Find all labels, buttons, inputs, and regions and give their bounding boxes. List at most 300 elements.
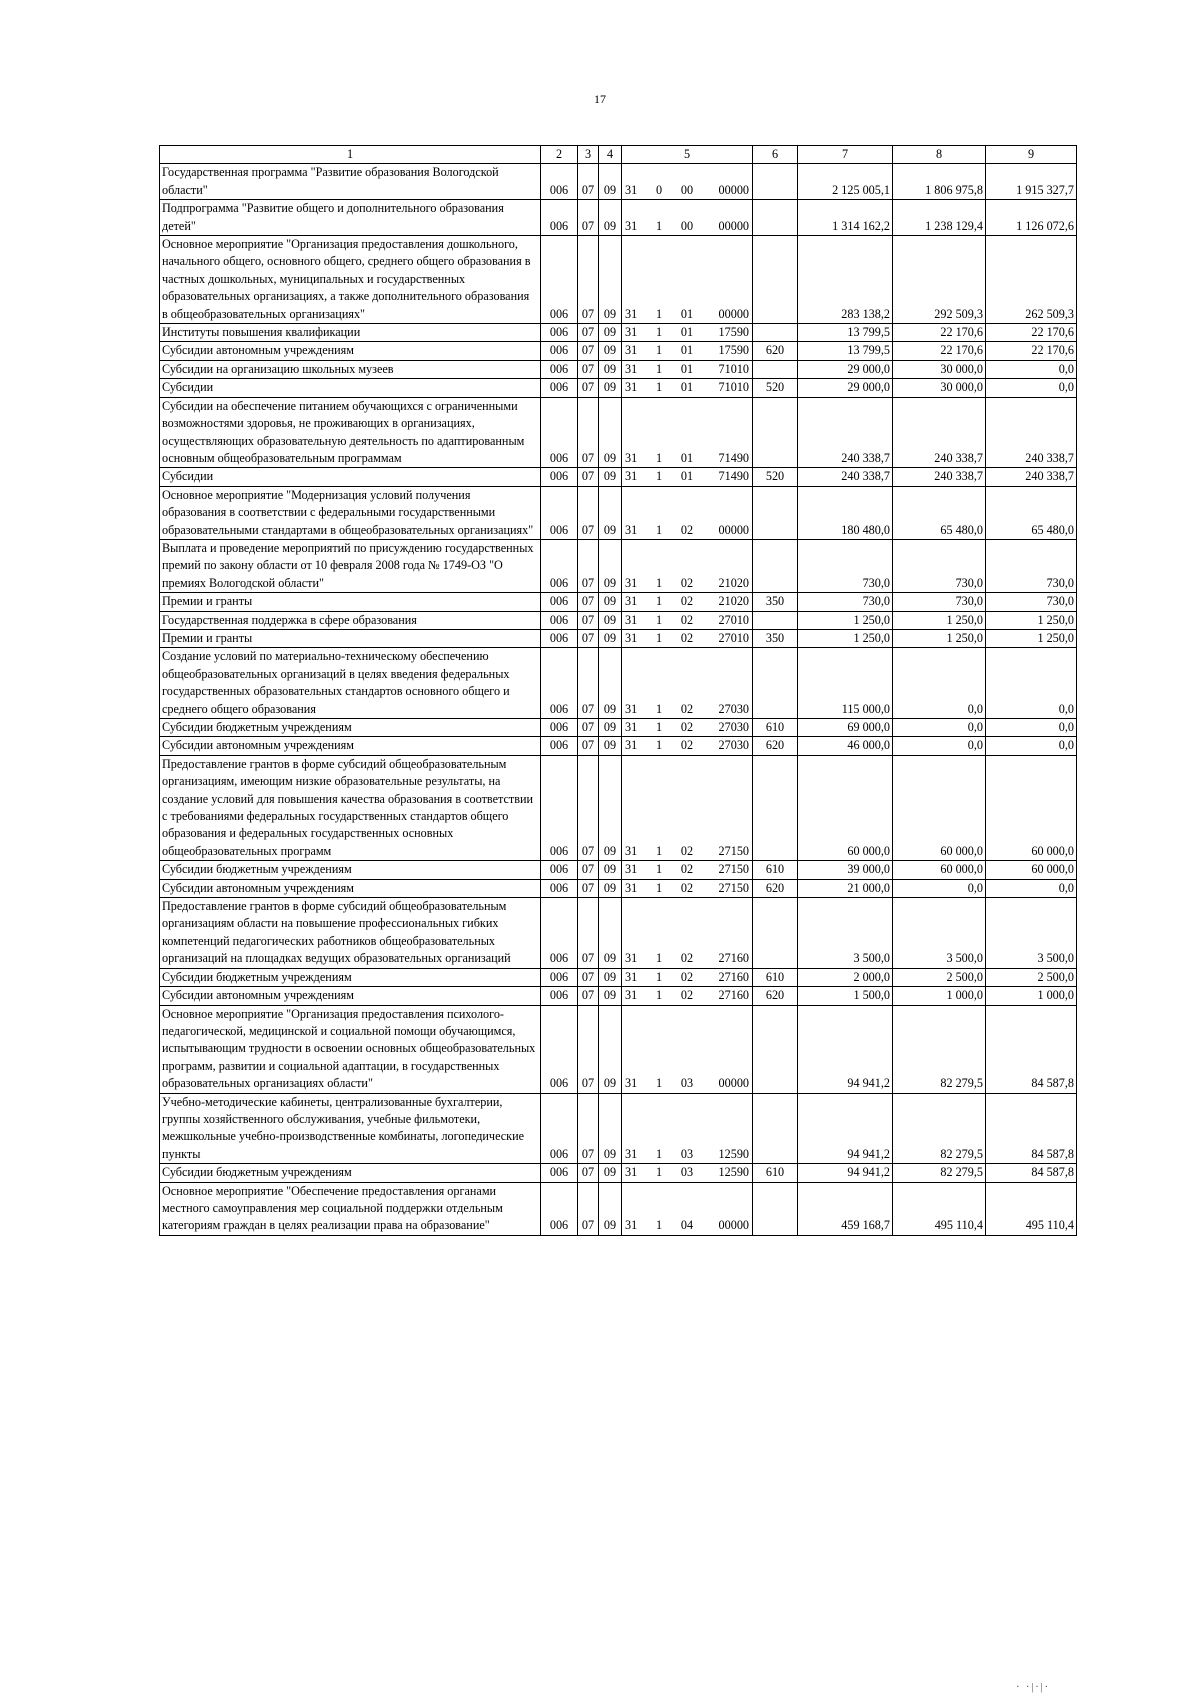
article-segment-2: 1	[655, 218, 663, 233]
article-segment-1: 31	[625, 182, 638, 197]
amount-col-7: 730,0	[798, 593, 893, 611]
article-segment-3: 03	[680, 1165, 694, 1180]
subsection-code: 09	[599, 1182, 622, 1235]
target-article-code	[622, 164, 753, 200]
amount-col-7: 29 000,0	[798, 379, 893, 397]
article-segment-1: 31	[625, 1165, 638, 1180]
row-name: Предоставление грантов в форме субсидий общеобразовательным организациям области на повышение профессиональных гибких компетенций педагогических работников общеобразовательных организаций на площадках ведущих образовательных организаций	[160, 898, 541, 969]
target-article-code	[622, 968, 753, 986]
article-segment-2: 1	[655, 612, 663, 627]
admin-code: 006	[541, 164, 578, 200]
target-article-code	[622, 1164, 753, 1182]
table-row	[160, 593, 1077, 611]
section-code: 07	[578, 1182, 599, 1235]
admin-code: 006	[541, 593, 578, 611]
admin-code: 006	[541, 1182, 578, 1235]
article-segment-3: 01	[680, 380, 694, 395]
article-segment-3: 01	[680, 361, 694, 376]
section-code: 07	[578, 164, 599, 200]
amount-col-7: 21 000,0	[798, 879, 893, 897]
amount-col-8: 730,0	[893, 539, 986, 592]
target-article-code	[622, 629, 753, 647]
expense-type-code	[753, 486, 798, 539]
admin-code: 006	[541, 968, 578, 986]
article-segment-1: 31	[625, 951, 638, 966]
subsection-code: 09	[599, 719, 622, 737]
admin-code: 006	[541, 755, 578, 860]
amount-col-9: 84 587,8	[986, 1164, 1077, 1182]
row-name: Основное мероприятие "Организация предоставления дошкольного, начального общего, основного общего, среднего общего образования в частных дошкольных, муниципальных и государственных образовательных организациях, а также дополнительного образования в общеобразовательных организациях"	[160, 236, 541, 324]
article-segment-3: 01	[680, 469, 694, 484]
article-segment-2: 1	[655, 1165, 663, 1180]
amount-col-9: 240 338,7	[986, 468, 1077, 486]
row-name: Премии и гранты	[160, 629, 541, 647]
amount-col-7: 283 138,2	[798, 236, 893, 324]
article-segment-1: 31	[625, 969, 638, 984]
row-name: Премии и гранты	[160, 593, 541, 611]
target-article-code	[622, 1005, 753, 1093]
header-col-4: 4	[599, 146, 622, 164]
article-segment-2: 1	[655, 306, 663, 321]
section-code: 07	[578, 342, 599, 360]
target-article-code	[622, 861, 753, 879]
amount-col-8: 0,0	[893, 879, 986, 897]
table-row	[160, 737, 1077, 755]
target-article-code	[622, 719, 753, 737]
header-col-3: 3	[578, 146, 599, 164]
admin-code: 006	[541, 539, 578, 592]
amount-col-9: 3 500,0	[986, 898, 1077, 969]
subsection-code: 09	[599, 1164, 622, 1182]
article-segment-2: 1	[655, 720, 663, 734]
header-col-9: 9	[986, 146, 1077, 164]
subsection-code: 09	[599, 755, 622, 860]
article-segment-1: 31	[625, 575, 638, 590]
article-segment-1: 31	[625, 343, 638, 358]
article-segment-4: 71010	[718, 380, 749, 395]
subsection-code: 09	[599, 486, 622, 539]
target-article-code	[622, 379, 753, 397]
table-row	[160, 968, 1077, 986]
subsection-code: 09	[599, 360, 622, 378]
article-segment-1: 31	[625, 306, 638, 321]
amount-col-9: 730,0	[986, 593, 1077, 611]
article-segment-3: 02	[680, 862, 694, 877]
article-segment-4: 27160	[718, 988, 749, 1003]
table-row	[160, 164, 1077, 200]
article-segment-3: 02	[680, 630, 694, 645]
admin-code: 006	[541, 1005, 578, 1093]
expense-type-code	[753, 755, 798, 860]
expense-type-code: 610	[753, 1164, 798, 1182]
article-segment-4: 21020	[718, 575, 749, 590]
table-row	[160, 719, 1077, 737]
amount-col-9: 22 170,6	[986, 324, 1077, 342]
expense-type-code	[753, 200, 798, 236]
amount-col-8: 0,0	[893, 719, 986, 737]
article-segment-1: 31	[625, 720, 638, 734]
article-segment-3: 02	[680, 575, 694, 590]
article-segment-1: 31	[625, 594, 638, 609]
article-segment-2: 1	[655, 630, 663, 645]
scan-mark: · ·|·|·	[1016, 1682, 1050, 1693]
article-segment-1: 31	[625, 361, 638, 376]
amount-col-8: 1 806 975,8	[893, 164, 986, 200]
target-article-code	[622, 200, 753, 236]
subsection-code: 09	[599, 1093, 622, 1164]
article-segment-3: 00	[680, 182, 694, 197]
section-code: 07	[578, 539, 599, 592]
article-segment-4: 71010	[718, 361, 749, 376]
article-segment-2: 1	[655, 951, 663, 966]
expense-type-code: 610	[753, 861, 798, 879]
section-code: 07	[578, 236, 599, 324]
amount-col-9: 240 338,7	[986, 397, 1077, 468]
article-segment-3: 02	[680, 880, 694, 895]
row-name: Субсидии	[160, 468, 541, 486]
article-segment-2: 1	[655, 1218, 663, 1233]
row-name: Субсидии бюджетным учреждениям	[160, 719, 541, 737]
expense-type-code: 620	[753, 987, 798, 1005]
admin-code: 006	[541, 1093, 578, 1164]
article-segment-2: 1	[655, 701, 663, 716]
amount-col-8: 82 279,5	[893, 1005, 986, 1093]
row-name: Субсидии на организацию школьных музеев	[160, 360, 541, 378]
table-row	[160, 200, 1077, 236]
subsection-code: 09	[599, 611, 622, 629]
amount-col-7: 29 000,0	[798, 360, 893, 378]
article-segment-3: 01	[680, 325, 694, 340]
target-article-code	[622, 1093, 753, 1164]
article-segment-4: 00000	[718, 182, 749, 197]
row-name: Субсидии	[160, 379, 541, 397]
target-article-code	[622, 755, 753, 860]
amount-col-9: 0,0	[986, 648, 1077, 719]
article-segment-4: 27150	[718, 880, 749, 895]
article-segment-3: 01	[680, 450, 694, 465]
subsection-code: 09	[599, 539, 622, 592]
article-segment-1: 31	[625, 630, 638, 645]
section-code: 07	[578, 593, 599, 611]
expense-type-code: 610	[753, 719, 798, 737]
amount-col-9: 60 000,0	[986, 861, 1077, 879]
section-code: 07	[578, 611, 599, 629]
amount-col-7: 13 799,5	[798, 342, 893, 360]
article-segment-4: 00000	[718, 522, 749, 537]
article-segment-1: 31	[625, 612, 638, 627]
article-segment-1: 31	[625, 1146, 638, 1161]
amount-col-7: 94 941,2	[798, 1005, 893, 1093]
article-segment-2: 1	[655, 594, 663, 609]
header-col-8: 8	[893, 146, 986, 164]
article-segment-4: 71490	[718, 450, 749, 465]
table-row	[160, 1093, 1077, 1164]
admin-code: 006	[541, 719, 578, 737]
amount-col-7: 1 500,0	[798, 987, 893, 1005]
amount-col-8: 240 338,7	[893, 397, 986, 468]
row-name: Учебно-методические кабинеты, централизованные бухгалтерии, группы хозяйственного обслуживания, учебные фильмотеки, межшкольные учебно-производственные комбинаты, логопедические пункты	[160, 1093, 541, 1164]
section-code: 07	[578, 648, 599, 719]
article-segment-1: 31	[625, 880, 638, 895]
article-segment-2: 1	[655, 988, 663, 1003]
admin-code: 006	[541, 611, 578, 629]
amount-col-9: 0,0	[986, 737, 1077, 755]
expense-type-code	[753, 1182, 798, 1235]
table-row	[160, 898, 1077, 969]
article-segment-3: 03	[680, 1146, 694, 1161]
article-segment-2: 1	[655, 522, 663, 537]
amount-col-8: 22 170,6	[893, 342, 986, 360]
amount-col-9: 495 110,4	[986, 1182, 1077, 1235]
article-segment-1: 31	[625, 701, 638, 716]
amount-col-9: 1 250,0	[986, 629, 1077, 647]
article-segment-2: 1	[655, 575, 663, 590]
amount-col-7: 3 500,0	[798, 898, 893, 969]
amount-col-9: 1 250,0	[986, 611, 1077, 629]
article-segment-1: 31	[625, 738, 638, 753]
subsection-code: 09	[599, 968, 622, 986]
row-name: Основное мероприятие "Организация предоставления психолого-педагогической, медицинской и социальной помощи обучающимся, испытывающим трудности в освоении основных общеобразовательных программ, развитии и социальной адаптации, в государственных образовательных организациях области"	[160, 1005, 541, 1093]
article-segment-2: 1	[655, 1076, 663, 1091]
subsection-code: 09	[599, 629, 622, 647]
article-segment-3: 03	[680, 1076, 694, 1091]
article-segment-1: 31	[625, 380, 638, 395]
amount-col-8: 30 000,0	[893, 379, 986, 397]
amount-col-8: 240 338,7	[893, 468, 986, 486]
amount-col-9: 84 587,8	[986, 1093, 1077, 1164]
header-col-1: 1	[160, 146, 541, 164]
subsection-code: 09	[599, 200, 622, 236]
subsection-code: 09	[599, 593, 622, 611]
admin-code: 006	[541, 236, 578, 324]
amount-col-8: 65 480,0	[893, 486, 986, 539]
article-segment-3: 02	[680, 720, 694, 734]
table-row	[160, 611, 1077, 629]
amount-col-9: 1 000,0	[986, 987, 1077, 1005]
subsection-code: 09	[599, 468, 622, 486]
amount-col-8: 1 000,0	[893, 987, 986, 1005]
table-row	[160, 360, 1077, 378]
admin-code: 006	[541, 737, 578, 755]
subsection-code: 09	[599, 898, 622, 969]
amount-col-7: 94 941,2	[798, 1093, 893, 1164]
amount-col-8: 0,0	[893, 737, 986, 755]
header-col-6: 6	[753, 146, 798, 164]
section-code: 07	[578, 379, 599, 397]
article-segment-2: 1	[655, 843, 663, 858]
article-segment-2: 0	[655, 182, 663, 197]
section-code: 07	[578, 737, 599, 755]
expense-type-code	[753, 611, 798, 629]
article-segment-2: 1	[655, 469, 663, 484]
amount-col-8: 292 509,3	[893, 236, 986, 324]
target-article-code	[622, 1182, 753, 1235]
amount-col-9: 0,0	[986, 719, 1077, 737]
admin-code: 006	[541, 324, 578, 342]
table-row	[160, 879, 1077, 897]
section-code: 07	[578, 468, 599, 486]
article-segment-4: 17590	[718, 325, 749, 340]
expense-type-code: 610	[753, 968, 798, 986]
article-segment-1: 31	[625, 988, 638, 1003]
expense-type-code: 350	[753, 593, 798, 611]
expense-type-code	[753, 360, 798, 378]
amount-col-8: 3 500,0	[893, 898, 986, 969]
amount-col-8: 22 170,6	[893, 324, 986, 342]
amount-col-8: 495 110,4	[893, 1182, 986, 1235]
expense-type-code	[753, 1093, 798, 1164]
subsection-code: 09	[599, 879, 622, 897]
article-segment-2: 1	[655, 1146, 663, 1161]
subsection-code: 09	[599, 1005, 622, 1093]
table-row	[160, 324, 1077, 342]
amount-col-8: 2 500,0	[893, 968, 986, 986]
row-name: Субсидии бюджетным учреждениям	[160, 1164, 541, 1182]
row-name: Основное мероприятие "Обеспечение предоставления органами местного самоуправления мер социальной поддержки отдельным категориям граждан в целях реализации права на образование"	[160, 1182, 541, 1235]
amount-col-8: 0,0	[893, 648, 986, 719]
target-article-code	[622, 593, 753, 611]
article-segment-4: 21020	[718, 594, 749, 609]
article-segment-1: 31	[625, 522, 638, 537]
amount-col-8: 60 000,0	[893, 755, 986, 860]
row-name: Субсидии автономным учреждениям	[160, 342, 541, 360]
amount-col-7: 115 000,0	[798, 648, 893, 719]
article-segment-3: 02	[680, 594, 694, 609]
amount-col-7: 69 000,0	[798, 719, 893, 737]
article-segment-3: 02	[680, 701, 694, 716]
admin-code: 006	[541, 486, 578, 539]
amount-col-9: 1 915 327,7	[986, 164, 1077, 200]
table-row	[160, 342, 1077, 360]
article-segment-3: 01	[680, 306, 694, 321]
target-article-code	[622, 236, 753, 324]
amount-col-8: 1 238 129,4	[893, 200, 986, 236]
table-row	[160, 987, 1077, 1005]
article-segment-4: 12590	[718, 1146, 749, 1161]
table-row	[160, 236, 1077, 324]
section-code: 07	[578, 861, 599, 879]
table-row	[160, 468, 1077, 486]
article-segment-3: 02	[680, 738, 694, 753]
amount-col-8: 730,0	[893, 593, 986, 611]
article-segment-2: 1	[655, 450, 663, 465]
expense-type-code: 520	[753, 468, 798, 486]
amount-col-7: 240 338,7	[798, 397, 893, 468]
row-name: Подпрограмма "Развитие общего и дополнительного образования детей"	[160, 200, 541, 236]
admin-code: 006	[541, 987, 578, 1005]
amount-col-9: 0,0	[986, 379, 1077, 397]
row-name: Институты повышения квалификации	[160, 324, 541, 342]
amount-col-7: 39 000,0	[798, 861, 893, 879]
amount-col-9: 0,0	[986, 360, 1077, 378]
target-article-code	[622, 987, 753, 1005]
section-code: 07	[578, 879, 599, 897]
article-segment-3: 02	[680, 969, 694, 984]
article-segment-4: 00000	[718, 218, 749, 233]
row-name: Основное мероприятие "Модернизация условий получения образования в соответствии с федеральными государственными образовательными стандартами в общеобразовательных организациях"	[160, 486, 541, 539]
amount-col-7: 1 250,0	[798, 629, 893, 647]
amount-col-7: 60 000,0	[798, 755, 893, 860]
article-segment-2: 1	[655, 325, 663, 340]
subsection-code: 09	[599, 379, 622, 397]
subsection-code: 09	[599, 324, 622, 342]
expense-type-code: 520	[753, 379, 798, 397]
article-segment-4: 00000	[718, 306, 749, 321]
amount-col-9: 0,0	[986, 879, 1077, 897]
amount-col-9: 65 480,0	[986, 486, 1077, 539]
budget-table	[159, 145, 1077, 1236]
expense-type-code	[753, 1005, 798, 1093]
admin-code: 006	[541, 379, 578, 397]
row-name: Государственная поддержка в сфере образования	[160, 611, 541, 629]
article-segment-2: 1	[655, 738, 663, 753]
header-col-5: 5	[622, 146, 753, 164]
expense-type-code: 620	[753, 879, 798, 897]
article-segment-3: 02	[680, 988, 694, 1003]
subsection-code: 09	[599, 397, 622, 468]
target-article-code	[622, 611, 753, 629]
admin-code: 006	[541, 360, 578, 378]
amount-col-7: 459 168,7	[798, 1182, 893, 1235]
amount-col-7: 46 000,0	[798, 737, 893, 755]
row-name: Субсидии бюджетным учреждениям	[160, 968, 541, 986]
amount-col-7: 730,0	[798, 539, 893, 592]
target-article-code	[622, 342, 753, 360]
page-number: 17	[594, 92, 606, 106]
article-segment-1: 31	[625, 469, 638, 484]
amount-col-9: 730,0	[986, 539, 1077, 592]
target-article-code	[622, 879, 753, 897]
article-segment-4: 00000	[718, 1076, 749, 1091]
admin-code: 006	[541, 342, 578, 360]
article-segment-2: 1	[655, 862, 663, 877]
section-code: 07	[578, 1164, 599, 1182]
row-name: Создание условий по материально-техническому обеспечению общеобразовательных организаций в целях введения федеральных государственных образовательных стандартов основного общего и среднего общего образования	[160, 648, 541, 719]
section-code: 07	[578, 755, 599, 860]
target-article-code	[622, 397, 753, 468]
amount-col-9: 60 000,0	[986, 755, 1077, 860]
amount-col-7: 94 941,2	[798, 1164, 893, 1182]
header-col-2: 2	[541, 146, 578, 164]
admin-code: 006	[541, 879, 578, 897]
header-col-7: 7	[798, 146, 893, 164]
expense-type-code	[753, 648, 798, 719]
article-segment-3: 02	[680, 951, 694, 966]
row-name: Предоставление грантов в форме субсидий общеобразовательным организациям, имеющим низкие образовательные результаты, на создание условий для повышения качества образования в соответствии с требованиями федеральных государственных стандартов общего образования и федеральных государственных основных общеобразовательных программ	[160, 755, 541, 860]
subsection-code: 09	[599, 342, 622, 360]
amount-col-7: 2 125 005,1	[798, 164, 893, 200]
section-code: 07	[578, 1093, 599, 1164]
admin-code: 006	[541, 1164, 578, 1182]
amount-col-8: 1 250,0	[893, 611, 986, 629]
article-segment-1: 31	[625, 325, 638, 340]
row-name: Субсидии автономным учреждениям	[160, 879, 541, 897]
target-article-code	[622, 737, 753, 755]
article-segment-3: 04	[680, 1218, 694, 1233]
article-segment-4: 27030	[718, 720, 749, 734]
table-row	[160, 486, 1077, 539]
row-name: Выплата и проведение мероприятий по присуждению государственных премий по закону области от 10 февраля 2008 года № 1749-ОЗ "О премиях Вологодской области"	[160, 539, 541, 592]
admin-code: 006	[541, 898, 578, 969]
admin-code: 006	[541, 200, 578, 236]
table-row	[160, 1164, 1077, 1182]
table-row	[160, 397, 1077, 468]
table-row	[160, 629, 1077, 647]
admin-code: 006	[541, 629, 578, 647]
expense-type-code	[753, 539, 798, 592]
expense-type-code	[753, 236, 798, 324]
row-name: Субсидии автономным учреждениям	[160, 737, 541, 755]
